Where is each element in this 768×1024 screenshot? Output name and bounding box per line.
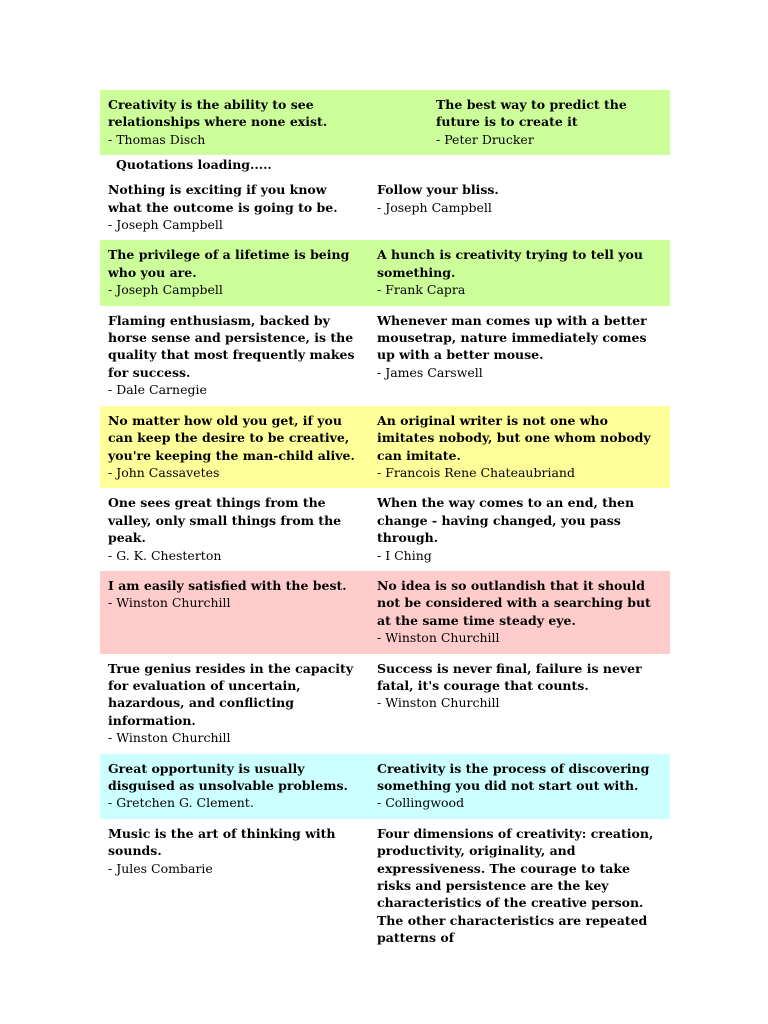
quote-text: Whenever man comes up with a better mousetrap, nature immediately comes up with a better mouse.: [377, 312, 647, 363]
quote-cell: [100, 312, 369, 399]
quote-cell: [100, 246, 369, 298]
quote-row: [100, 571, 670, 654]
quote-cell: [100, 577, 369, 647]
quote-text: No matter how old you get, if you can keep the desire to be creative, you're keeping the man-child alive.: [108, 412, 355, 463]
quote-author: - Joseph Campbell: [108, 217, 223, 233]
quote-author: - G. K. Chesterton: [108, 547, 222, 563]
quote-text: A hunch is creativity trying to tell you something.: [377, 247, 643, 280]
quote-author: - Francois Rene Chateaubriand: [377, 464, 575, 480]
quote-text: Great opportunity is usually disguised as unsolvable problems.: [108, 760, 348, 793]
quote-author: - John Cassavetes: [108, 464, 220, 480]
quote-cell: [100, 96, 418, 148]
loading-status: Quotations loading.....: [116, 157, 272, 173]
quote-author: - Jules Combarie: [108, 860, 213, 876]
quote-text: Follow your bliss.: [377, 182, 499, 198]
quote-cell: [369, 760, 670, 812]
quote-author: - Winston Churchill: [377, 695, 500, 711]
quote-text: One sees great things from the valley, only small things from the peak.: [108, 495, 342, 546]
quote-author: - Peter Drucker: [436, 131, 534, 147]
quote-cell: [369, 181, 670, 233]
quote-cell: [369, 312, 670, 399]
quote-author: - Thomas Disch: [108, 131, 206, 147]
quote-author: - Joseph Campbell: [108, 282, 223, 298]
quote-row: [100, 654, 670, 754]
quote-row: [100, 754, 670, 819]
quote-author: - I Ching: [377, 547, 432, 563]
quote-cell: [100, 760, 369, 812]
quote-text: Success is never final, failure is never fatal, it's courage that counts.: [377, 660, 642, 693]
quote-cell: [369, 494, 670, 564]
quote-cell: [100, 412, 369, 482]
quote-author: - James Carswell: [377, 364, 483, 380]
quote-row: [100, 406, 670, 489]
quote-cell: [369, 412, 670, 482]
quote-cell: [100, 181, 369, 233]
quote-cell: [100, 494, 369, 564]
quote-text: Flaming enthusiasm, backed by horse sense and persistence, is the quality that most frequently makes for success.: [108, 312, 355, 380]
quote-author: - Winston Churchill: [377, 630, 500, 646]
quote-text: Nothing is exciting if you know what the outcome is going to be.: [108, 182, 338, 215]
quote-author: - Dale Carnegie: [108, 382, 207, 398]
quotations-document: [100, 90, 670, 954]
quote-row: [100, 175, 670, 240]
quote-text: No idea is so outlandish that it should not be considered with a searching but at the same time steady eye.: [377, 577, 651, 628]
quote-author: - Winston Churchill: [108, 730, 231, 746]
quote-cell: [100, 825, 369, 947]
quote-author: - Joseph Campbell: [377, 199, 492, 215]
quote-cell: [369, 660, 670, 747]
quote-text: I am easily satisfied with the best.: [108, 577, 347, 593]
quote-text: The privilege of a lifetime is being who you are.: [108, 247, 350, 280]
quote-cell: [418, 96, 670, 148]
quote-text: An original writer is not one who imitates nobody, but one whom nobody can imitate.: [377, 412, 651, 463]
quote-text: True genius resides in the capacity for evaluation of uncertain, hazardous, and conflicting information.: [108, 660, 354, 728]
quote-cell: [369, 577, 670, 647]
quote-text: The best way to predict the future is to create it: [436, 97, 627, 130]
quote-row: [100, 819, 670, 954]
quote-row: [100, 488, 670, 571]
quote-author: - Winston Churchill: [108, 595, 231, 611]
quote-text: Four dimensions of creativity: creation, productivity, originality, and expressiveness. The courage to take risks and persistence are the key characteristics of the creative person. The other characteristics are repeated patterns of: [377, 825, 654, 946]
quote-cell: [369, 825, 670, 947]
quote-row: [100, 240, 670, 305]
quote-text: Music is the art of thinking with sounds.: [108, 825, 336, 859]
quote-cell: [100, 660, 369, 747]
quote-author: - Frank Capra: [377, 282, 466, 298]
quote-cell: [369, 246, 670, 298]
quote-text: Creativity is the process of discovering something you did not start out with.: [377, 760, 650, 793]
quote-author: - Gretchen G. Clement.: [108, 795, 254, 811]
quote-author: - Collingwood: [377, 795, 465, 811]
quote-row-featured: [100, 90, 670, 155]
quote-text: When the way comes to an end, then change - having changed, you pass through.: [377, 495, 635, 546]
quote-text: Creativity is the ability to see relationships where none exist.: [108, 97, 328, 130]
quote-row: [100, 306, 670, 406]
